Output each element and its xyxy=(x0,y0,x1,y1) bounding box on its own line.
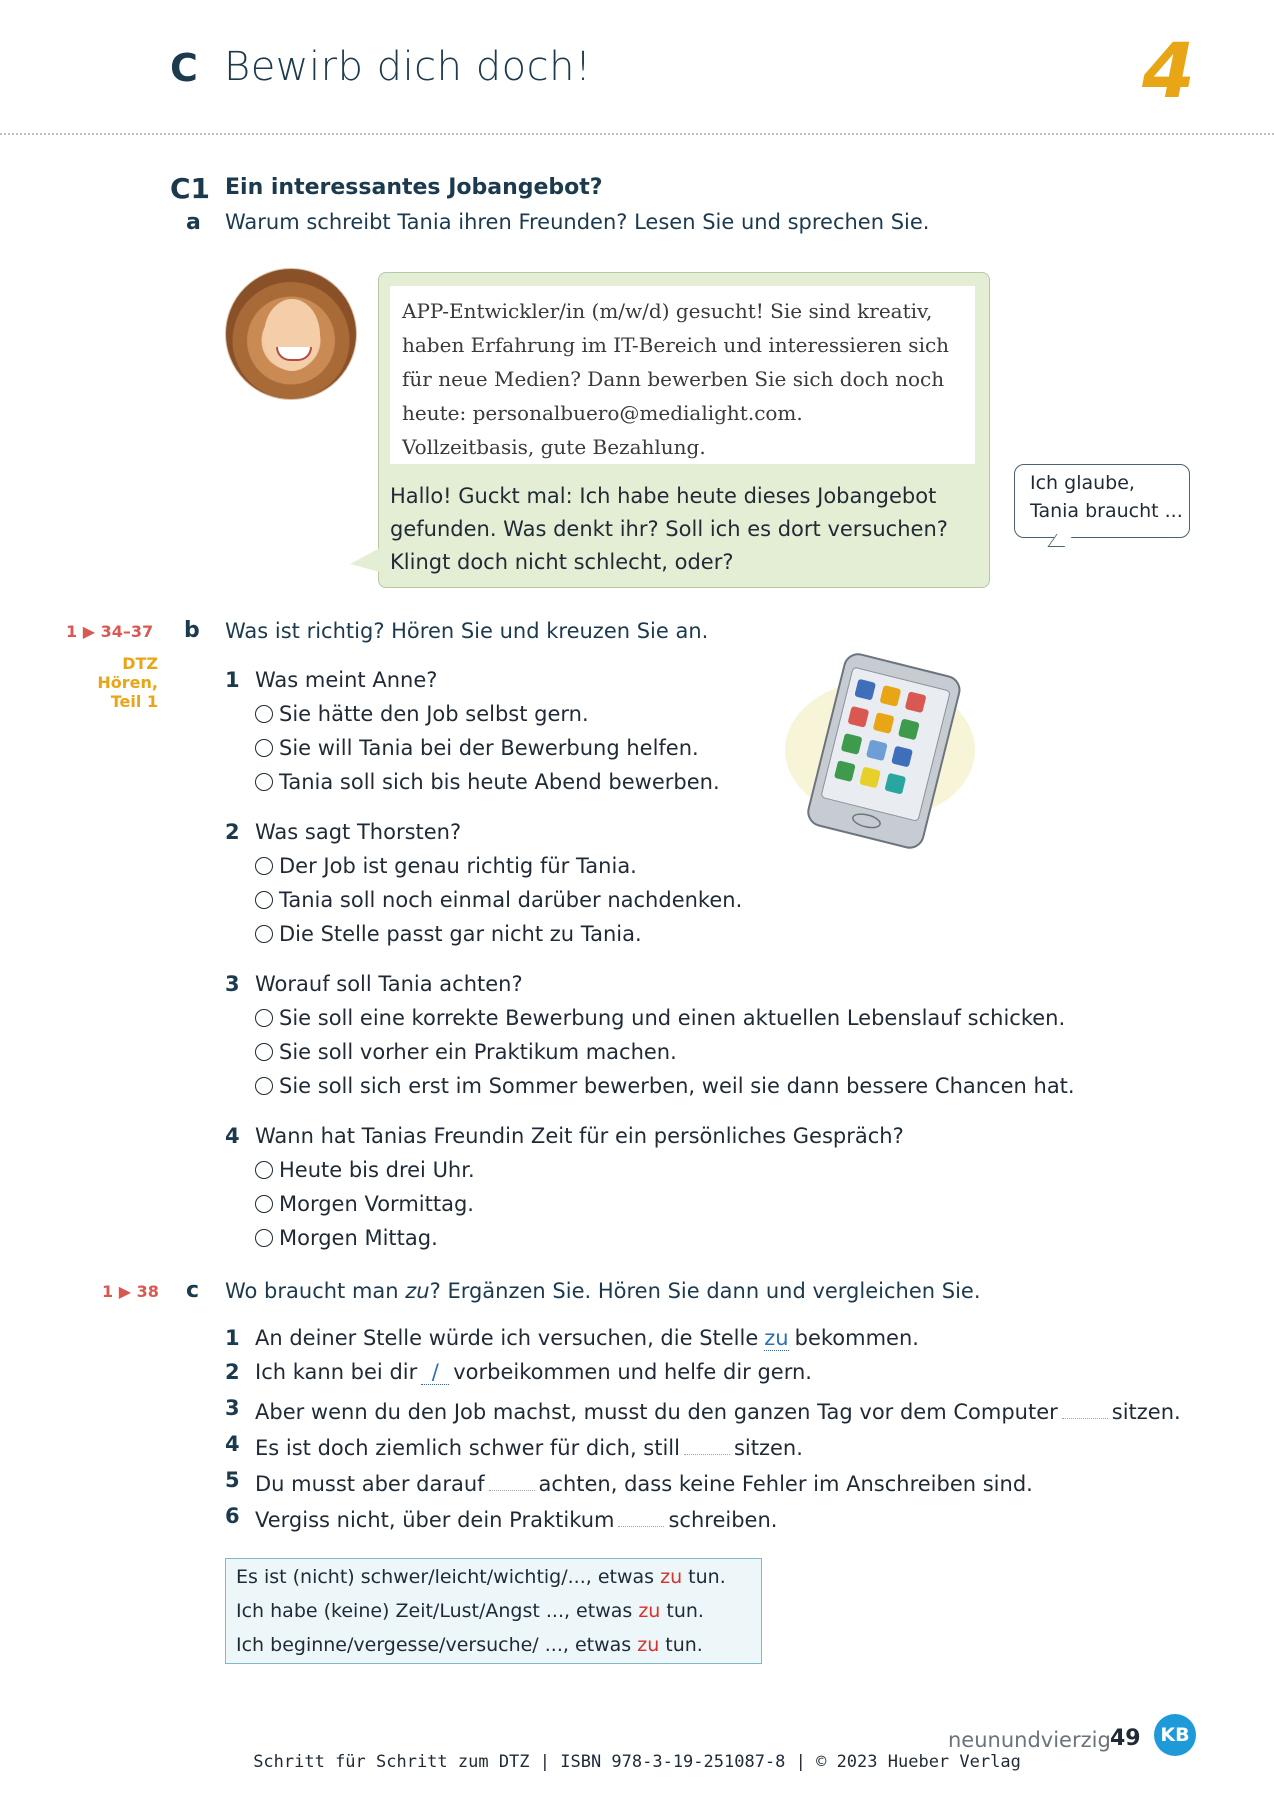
fill-sentence xyxy=(255,1468,1033,1496)
task-b-letter: b xyxy=(184,618,200,643)
radio-button[interactable] xyxy=(255,1229,273,1247)
option-label: Tania soll noch einmal darüber nachdenken. xyxy=(279,888,743,912)
audio-track-ref-b: 1 ▶ 34–37 xyxy=(66,622,154,641)
task-c-instruction xyxy=(225,1279,981,1303)
option-label: Der Job ist genau richtig für Tania. xyxy=(279,854,637,878)
question-number: 4 xyxy=(225,1124,240,1148)
rule-text: Es ist (nicht) schwer/leicht/wichtig/..., etwas xyxy=(236,1566,661,1588)
grammar-rule-line xyxy=(236,1566,726,1588)
radio-button[interactable] xyxy=(255,925,273,943)
radio-button[interactable] xyxy=(255,1077,273,1095)
task-a-instruction: Warum schreibt Tania ihren Freunden? Lesen Sie und sprechen Sie. xyxy=(225,210,930,234)
page-title: Bewirb dich doch! xyxy=(224,44,592,90)
dtz-line: Hören, xyxy=(97,673,158,692)
sentence-after: sitzen. xyxy=(1111,1400,1181,1424)
job-ad-line: haben Erfahrung im IT-Bereich und interessieren sich xyxy=(402,333,950,357)
item-number: 5 xyxy=(225,1468,240,1492)
fill-sentence xyxy=(255,1504,777,1532)
imprint-footer: Schritt für Schritt zum DTZ | ISBN 978-3-19-251087-8 | © 2023 Hueber Verlag xyxy=(253,1752,1021,1772)
task-c-letter: c xyxy=(186,1278,200,1303)
kb-badge: KB xyxy=(1154,1714,1196,1756)
option-label: Heute bis drei Uhr. xyxy=(279,1158,475,1182)
sentence-before: Vergiss nicht, über dein Praktikum xyxy=(255,1508,615,1532)
task-a-letter: a xyxy=(186,210,201,235)
item-number: 2 xyxy=(225,1360,240,1384)
answer-option[interactable] xyxy=(255,854,637,878)
question-number: 1 xyxy=(225,668,240,692)
option-label: Sie will Tania bei der Bewerbung helfen. xyxy=(279,736,699,760)
item-number: 6 xyxy=(225,1504,240,1528)
tania-avatar xyxy=(225,268,357,400)
option-label: Tania soll sich bis heute Abend bewerben. xyxy=(279,770,720,794)
option-label: Sie hätte den Job selbst gern. xyxy=(279,702,589,726)
section-title: Ein interessantes Jobangebot? xyxy=(225,175,603,200)
sentence-after: vorbeikommen und helfe dir gern. xyxy=(453,1360,812,1384)
header-divider xyxy=(0,133,1274,135)
fill-sentence xyxy=(255,1360,812,1385)
job-ad-line: für neue Medien? Dann bewerben Sie sich doch noch xyxy=(402,367,945,391)
radio-button[interactable] xyxy=(255,857,273,875)
radio-button[interactable] xyxy=(255,1195,273,1213)
speech-bubble-line: Tania braucht ... xyxy=(1030,500,1183,522)
rule-text: tun. xyxy=(659,1634,703,1656)
fill-sentence xyxy=(255,1432,803,1460)
sentence-after: bekommen. xyxy=(794,1326,919,1350)
instruction-part: Wo braucht man xyxy=(225,1279,406,1303)
answer-option[interactable] xyxy=(255,702,589,726)
answer-blank[interactable] xyxy=(1062,1396,1108,1419)
instruction-part: ? Ergänzen Sie. Hören Sie dann und vergleichen Sie. xyxy=(429,1279,981,1303)
fill-sentence xyxy=(255,1396,1181,1424)
filled-answer: zu xyxy=(764,1326,789,1350)
chat-message-line: gefunden. Was denkt ihr? Soll ich es dort versuchen? xyxy=(390,517,948,541)
job-ad-line: Vollzeitbasis, gute Bezahlung. xyxy=(402,435,706,459)
sentence-after: schreiben. xyxy=(668,1508,778,1532)
sentence-after: sitzen. xyxy=(733,1436,803,1460)
sentence-before: Ich kann bei dir xyxy=(255,1360,418,1384)
radio-button[interactable] xyxy=(255,1161,273,1179)
sentence-after: achten, dass keine Fehler im Anschreiben sind. xyxy=(538,1472,1033,1496)
speech-bubble-line: Ich glaube, xyxy=(1030,472,1135,494)
rule-text: tun. xyxy=(660,1600,704,1622)
answer-option[interactable] xyxy=(255,1226,438,1250)
chat-bubble-tail xyxy=(350,548,380,572)
question-text: Wann hat Tanias Freundin Zeit für ein persönliches Gespräch? xyxy=(255,1124,904,1148)
answer-option[interactable] xyxy=(255,1192,474,1216)
answer-option[interactable] xyxy=(255,1074,1075,1098)
item-number: 4 xyxy=(225,1432,240,1456)
page-number-word: neunundvierzig xyxy=(948,1728,1111,1752)
chapter-number: 4 xyxy=(1142,26,1195,115)
smartphone-illustration xyxy=(780,650,980,850)
option-label: Die Stelle passt gar nicht zu Tania. xyxy=(279,922,642,946)
radio-button[interactable] xyxy=(255,739,273,757)
instruction-emphasis: zu xyxy=(405,1279,430,1303)
dtz-line: DTZ xyxy=(122,654,158,673)
answer-option[interactable] xyxy=(255,1040,677,1064)
question-number: 3 xyxy=(225,972,240,996)
sentence-before: Aber wenn du den Job machst, musst du den ganzen Tag vor dem Computer xyxy=(255,1400,1058,1424)
item-number: 3 xyxy=(225,1396,240,1420)
sentence-before: Du musst aber darauf xyxy=(255,1472,485,1496)
chat-message-line: Hallo! Guckt mal: Ich habe heute dieses Jobangebot xyxy=(390,484,937,508)
radio-button[interactable] xyxy=(255,773,273,791)
rule-zu: zu xyxy=(638,1600,661,1622)
chat-message-line: Klingt doch nicht schlecht, oder? xyxy=(390,550,734,574)
answer-option[interactable] xyxy=(255,1158,475,1182)
dtz-label xyxy=(38,654,158,711)
section-id: C1 xyxy=(170,172,211,205)
job-ad-line: APP-Entwickler/in (m/w/d) gesucht! Sie sind kreativ, xyxy=(402,299,933,323)
page-number: 49 xyxy=(1110,1726,1141,1751)
question-number: 2 xyxy=(225,820,240,844)
answer-blank[interactable] xyxy=(489,1468,535,1491)
radio-button[interactable] xyxy=(255,705,273,723)
answer-option[interactable] xyxy=(255,1006,1065,1030)
fill-sentence xyxy=(255,1326,919,1350)
option-label: Sie soll eine korrekte Bewerbung und einen aktuellen Lebenslauf schicken. xyxy=(279,1006,1066,1030)
radio-button[interactable] xyxy=(255,1043,273,1061)
grammar-rule-line xyxy=(236,1634,703,1656)
rule-text: Ich habe (keine) Zeit/Lust/Angst ..., etwas xyxy=(236,1600,639,1622)
answer-option[interactable] xyxy=(255,736,699,760)
option-label: Sie soll sich erst im Sommer bewerben, weil sie dann bessere Chancen hat. xyxy=(279,1074,1075,1098)
item-number: 1 xyxy=(225,1326,240,1350)
dtz-line: Teil 1 xyxy=(110,692,158,711)
radio-button[interactable] xyxy=(255,1009,273,1027)
answer-blank[interactable] xyxy=(618,1504,664,1527)
question-text: Was sagt Thorsten? xyxy=(255,820,462,844)
rule-text: Ich beginne/vergesse/versuche/ ..., etwas xyxy=(236,1634,638,1656)
header-section-letter: C xyxy=(170,46,198,90)
rule-zu: zu xyxy=(637,1634,660,1656)
answer-option[interactable] xyxy=(255,888,742,912)
answer-option[interactable] xyxy=(255,770,720,794)
audio-track-ref-c: 1 ▶ 38 xyxy=(102,1282,159,1301)
option-label: Sie soll vorher ein Praktikum machen. xyxy=(279,1040,677,1064)
question-text: Was meint Anne? xyxy=(255,668,438,692)
sentence-before: Es ist doch ziemlich schwer für dich, still xyxy=(255,1436,680,1460)
radio-button[interactable] xyxy=(255,891,273,909)
answer-option[interactable] xyxy=(255,922,642,946)
option-label: Morgen Mittag. xyxy=(279,1226,438,1250)
task-b-instruction: Was ist richtig? Hören Sie und kreuzen Sie an. xyxy=(225,619,709,643)
question-text: Worauf soll Tania achten? xyxy=(255,972,523,996)
sentence-before: An deiner Stelle würde ich versuchen, die Stelle xyxy=(255,1326,759,1350)
answer-blank[interactable] xyxy=(684,1432,730,1455)
filled-answer: / xyxy=(421,1360,449,1385)
rule-text: tun. xyxy=(682,1566,726,1588)
job-ad-line: heute: personalbuero@medialight.com. xyxy=(402,401,803,425)
rule-zu: zu xyxy=(660,1566,683,1588)
grammar-rule-line xyxy=(236,1600,704,1622)
option-label: Morgen Vormittag. xyxy=(279,1192,474,1216)
